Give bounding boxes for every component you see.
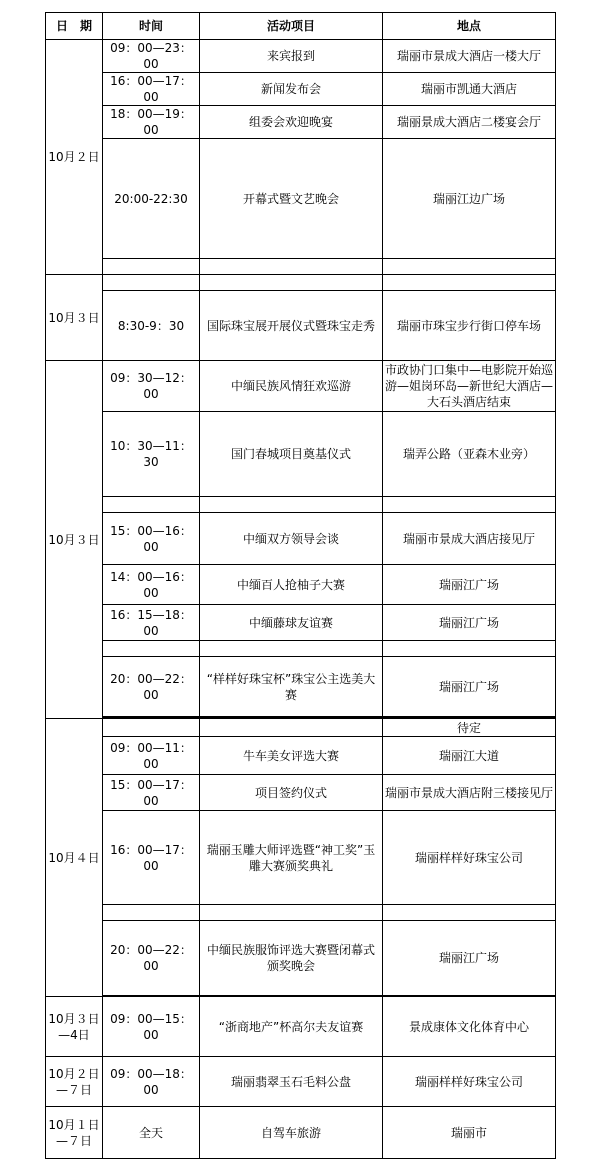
table-row-empty [46, 497, 556, 513]
table-row [46, 513, 556, 565]
header-date: 日 期 [46, 13, 103, 40]
table-row [46, 1107, 556, 1159]
time-cell: 16：15—18：00 [103, 605, 200, 641]
table-row [46, 997, 556, 1057]
date-cell: 10月３日—4日 [46, 997, 103, 1057]
time-cell: 15：00—17：00 [103, 775, 200, 811]
location-cell: 瑞丽市景成大酒店一楼大厅 [383, 40, 556, 73]
location-cell: 瑞丽市景成大酒店接见厅 [383, 513, 556, 565]
activity-cell: 瑞丽翡翠玉石毛料公盘 [200, 1057, 383, 1107]
location-cell: 瑞丽市珠宝步行街口停车场 [383, 291, 556, 361]
table-row [46, 139, 556, 259]
time-cell: 09：00—23：00 [103, 40, 200, 73]
date-cell: 10月３日 [46, 275, 103, 361]
date-cell: 10月４日 [46, 719, 103, 997]
table-row [46, 565, 556, 605]
time-cell: 20：00—22：00 [103, 657, 200, 717]
table-row [46, 775, 556, 811]
location-cell: 瑞丽样样好珠宝公司 [383, 1057, 556, 1107]
time-cell: 14：00—16：00 [103, 565, 200, 605]
time-cell: 全天 [103, 1107, 200, 1159]
activity-cell: 来宾报到 [200, 40, 383, 73]
table-row [46, 73, 556, 106]
table-row [46, 719, 556, 737]
time-cell: 10：30—11：30 [103, 412, 200, 497]
activity-cell: 中缅百人抢柚子大赛 [200, 565, 383, 605]
location-cell: 景成康体文化体育中心 [383, 997, 556, 1057]
table-row [46, 657, 556, 717]
schedule-table [45, 12, 556, 1159]
location-cell: 市政协门口集中—电影院开始巡游—姐岗环岛—新世纪大酒店—大石头酒店结束 [383, 361, 556, 412]
activity-cell: 牛车美女评选大赛 [200, 737, 383, 775]
header-time: 时间 [103, 13, 200, 40]
time-cell: 16：00—17：00 [103, 73, 200, 106]
table-row [46, 412, 556, 497]
activity-cell: 中缅藤球友谊赛 [200, 605, 383, 641]
location-cell: 瑞丽江广场 [383, 657, 556, 717]
activity-cell: 中缅民族服饰评选大赛暨闭幕式颁奖晚会 [200, 921, 383, 996]
header-activity: 活动项目 [200, 13, 383, 40]
time-cell: 09：00—11：00 [103, 737, 200, 775]
date-cell: 10月２日 [46, 40, 103, 275]
activity-cell: “样样好珠宝杯”珠宝公主选美大赛 [200, 657, 383, 717]
time-cell: 20:00-22:30 [103, 139, 200, 259]
table-row-empty [46, 259, 556, 275]
location-cell: 瑞丽市 [383, 1107, 556, 1159]
table-row [46, 40, 556, 73]
location-cell: 瑞丽江广场 [383, 565, 556, 605]
location-cell: 瑞丽江边广场 [383, 139, 556, 259]
table-row [46, 106, 556, 139]
table-row [46, 361, 556, 412]
time-cell [103, 719, 200, 737]
table-row [46, 605, 556, 641]
time-cell: 8:30-9：30 [103, 291, 200, 361]
time-cell: 09：00—18：00 [103, 1057, 200, 1107]
date-cell: 10月１日—７日 [46, 1107, 103, 1159]
location-cell: 瑞弄公路（亚森木业旁） [383, 412, 556, 497]
location-cell: 瑞丽样样好珠宝公司 [383, 811, 556, 905]
time-cell: 18：00—19：00 [103, 106, 200, 139]
table-row [46, 811, 556, 905]
table-row-empty [46, 275, 556, 291]
time-cell: 20：00—22：00 [103, 921, 200, 996]
activity-cell: 新闻发布会 [200, 73, 383, 106]
date-cell: 10月２日—７日 [46, 1057, 103, 1107]
activity-cell: “浙商地产”杯高尔夫友谊赛 [200, 997, 383, 1057]
location-cell: 瑞丽江大道 [383, 737, 556, 775]
activity-cell [200, 719, 383, 737]
activity-cell: 中缅双方领导会谈 [200, 513, 383, 565]
time-cell: 09：30—12：00 [103, 361, 200, 412]
table-row [46, 1057, 556, 1107]
activity-cell: 开幕式暨文艺晚会 [200, 139, 383, 259]
time-cell: 15：00—16：00 [103, 513, 200, 565]
table-row [46, 737, 556, 775]
location-cell: 瑞丽市景成大酒店附三楼接见厅 [383, 775, 556, 811]
location-cell: 瑞丽景成大酒店二楼宴会厅 [383, 106, 556, 139]
table-row-empty [46, 641, 556, 657]
table-row [46, 291, 556, 361]
time-cell: 16：00—17：00 [103, 811, 200, 905]
location-cell: 瑞丽江广场 [383, 605, 556, 641]
location-cell: 瑞丽江广场 [383, 921, 556, 996]
table-row [46, 921, 556, 996]
location-cell: 瑞丽市凯通大酒店 [383, 73, 556, 106]
activity-cell: 国门春城项目奠基仪式 [200, 412, 383, 497]
activity-cell: 瑞丽玉雕大师评选暨“神工奖”玉雕大赛颁奖典礼 [200, 811, 383, 905]
date-cell: 10月３日 [46, 361, 103, 719]
time-cell: 09：00—15：00 [103, 997, 200, 1057]
activity-cell: 国际珠宝展开展仪式暨珠宝走秀 [200, 291, 383, 361]
activity-cell: 中缅民族风情狂欢巡游 [200, 361, 383, 412]
location-cell: 待定 [383, 719, 556, 737]
activity-cell: 项目签约仪式 [200, 775, 383, 811]
header-row [46, 13, 556, 40]
header-location: 地点 [383, 13, 556, 40]
activity-cell: 自驾车旅游 [200, 1107, 383, 1159]
table-row-empty [46, 905, 556, 921]
activity-cell: 组委会欢迎晚宴 [200, 106, 383, 139]
